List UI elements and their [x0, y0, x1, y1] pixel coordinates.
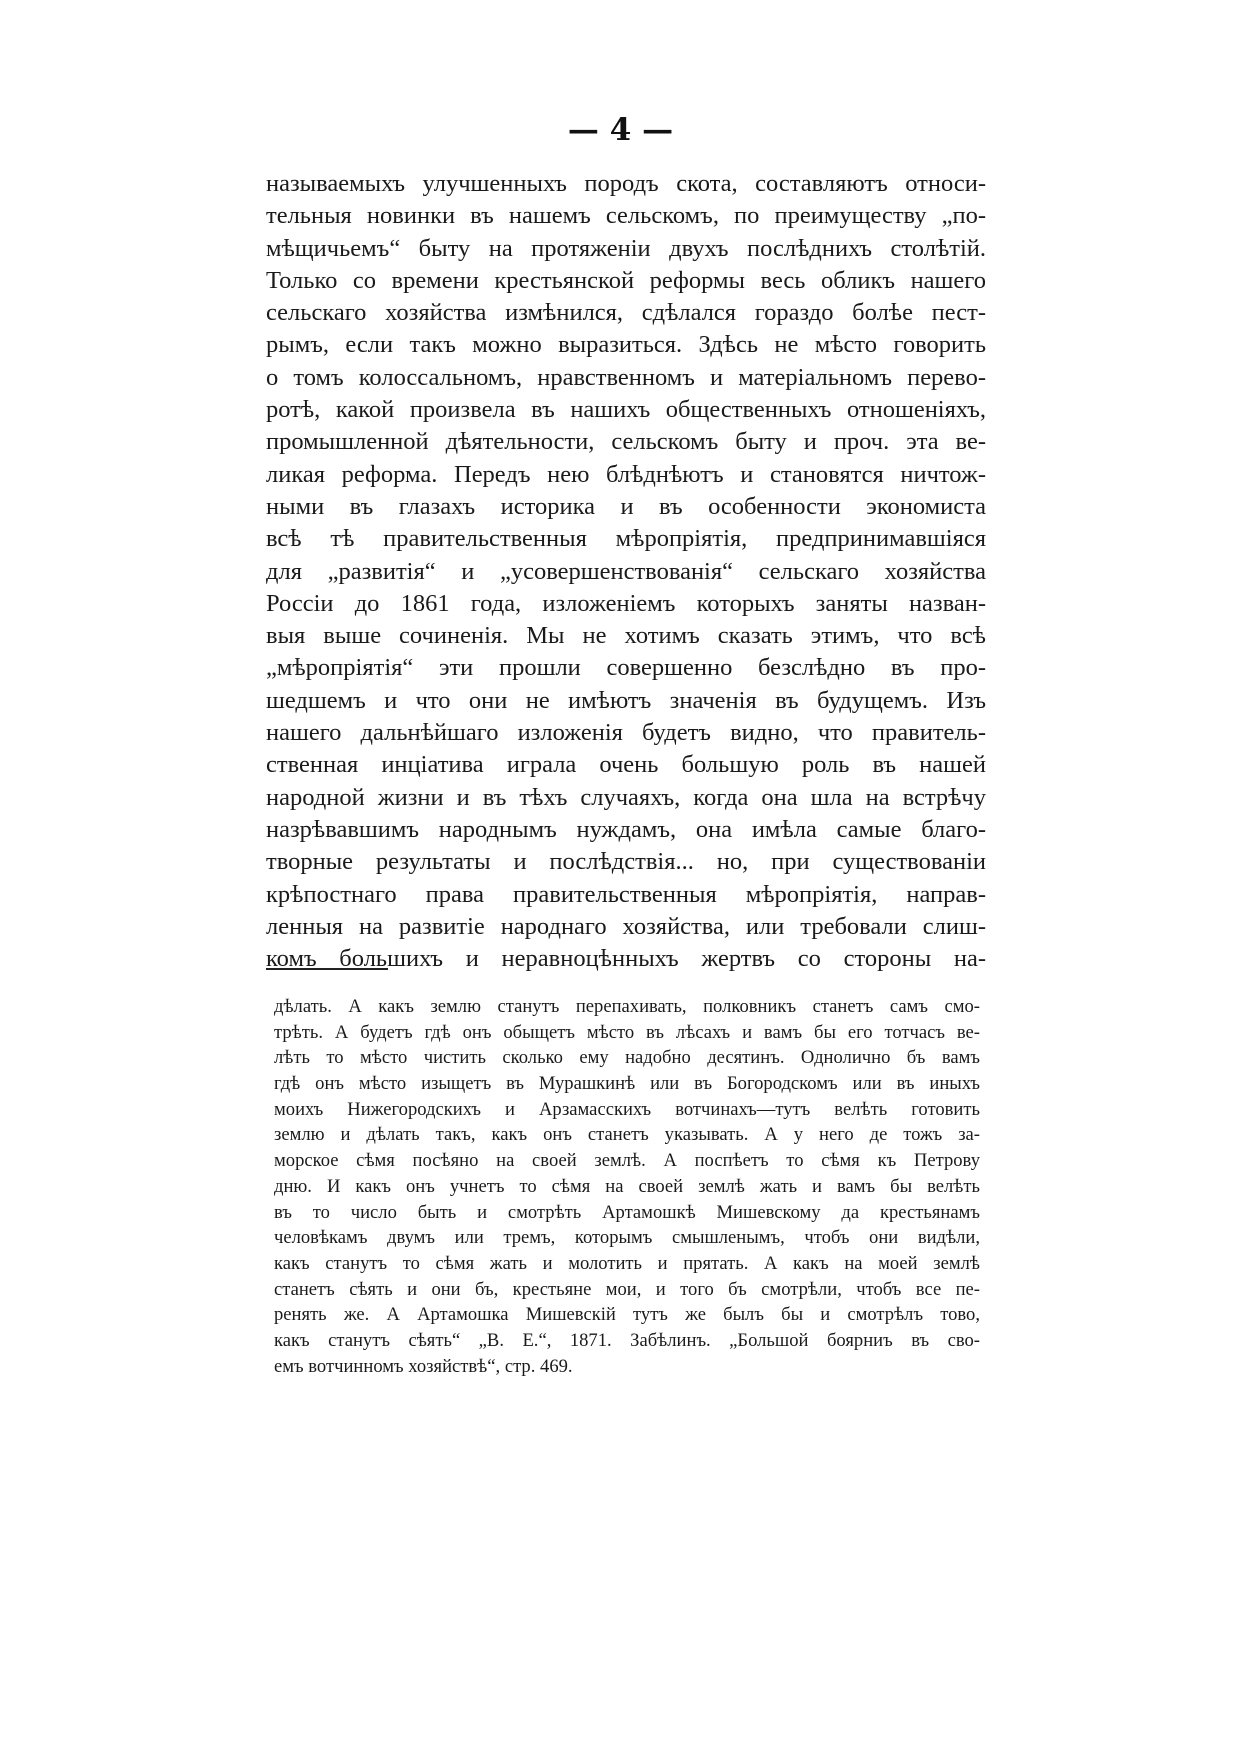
footnote-line: морское сѣмя посѣяно на своей землѣ. А поспѣетъ то сѣмя къ Петрову [274, 1150, 980, 1172]
text-line: о томъ колоссальномъ, нравственномъ и матеріальномъ перево- [266, 363, 986, 391]
text-line: народной жизни и въ тѣхъ случаяхъ, когда она шла на встрѣчу [266, 783, 986, 811]
text-line: мѣщичьемъ“ быту на протяженіи двухъ послѣднихъ столѣтій. [266, 234, 986, 262]
footnote-line: какъ станутъ сѣять“ „В. Е.“, 1871. Забѣлинъ. „Большой боярниъ въ сво- [274, 1329, 980, 1351]
text-line: ленныя на развитіе народнаго хозяйства, или требовали слиш- [266, 912, 986, 940]
text-line: назрѣвавшимъ народнымъ нуждамъ, она имѣла самые благо- [266, 815, 986, 843]
footnote-line: землю и дѣлать такъ, какъ онъ станетъ указывать. А у него де тожъ за- [274, 1124, 980, 1146]
footnote-line: ренять же. А Артамошка Мишевскій тутъ же былъ бы и смотрѣлъ тово, [274, 1304, 980, 1326]
footnote-block [274, 994, 980, 1379]
footnote-line: дѣлать. А какъ землю станутъ перепахивать, полковникъ станетъ самъ смо- [274, 996, 980, 1017]
text-line: выя выше сочиненія. Мы не хотимъ сказать этимъ, что всѣ [266, 622, 986, 650]
footnote-line: лѣть то мѣсто чистить сколько ему надобно десятинъ. Однолично бъ вамъ [274, 1047, 980, 1069]
footnote-separator [266, 968, 388, 970]
text-line: комъ большихъ и неравноцѣнныхъ жертвъ со стороны на- [266, 945, 986, 973]
text-line: называемыхъ улучшенныхъ породъ скота, составляютъ относи- [266, 170, 986, 197]
footnote-line: дню. И какъ онъ учнетъ то сѣмя на своей землѣ жать и вамъ бы велѣть [274, 1175, 980, 1197]
footnote-line: моихъ Нижегородскихъ и Арзамасскихъ вотчинахъ—тутъ велѣть готовить [274, 1098, 980, 1120]
text-line: для „развитія“ и „усовершенствованія“ сельскаго хозяйства [266, 557, 986, 585]
footnote-line: трѣть. А будетъ гдѣ онъ обыщетъ мѣсто въ лѣсахъ и вамъ бы его тотчасъ ве- [274, 1021, 980, 1043]
footnote-line: человѣкамъ двумъ или тремъ, которымъ смышленымъ, чтобъ они видѣли, [274, 1227, 980, 1249]
text-line: крѣпостнаго права правительственныя мѣропріятія, направ- [266, 880, 986, 908]
text-line: всѣ тѣ правительственныя мѣропріятія, предпринимавшіяся [266, 525, 986, 553]
text-line: шедшемъ и что они не имѣютъ значенія въ будущемъ. Изъ [266, 686, 986, 714]
footnote-line: станетъ сѣять и они бъ, крестьяне мои, и того бъ смотрѣли, чтобъ все пе- [274, 1278, 980, 1300]
text-line: сельскаго хозяйства измѣнился, сдѣлался гораздо болѣе пест- [266, 299, 986, 327]
main-text-block [266, 168, 986, 975]
footnote-line: какъ станутъ то сѣмя жать и молотить и прятать. А какъ на моей землѣ [274, 1252, 980, 1274]
text-line: творные результаты и послѣдствія... но, при существованіи [266, 848, 986, 876]
footnote-line: гдѣ онъ мѣсто изыщетъ въ Мурашкинѣ или въ Богородскомъ или въ иныхъ [274, 1073, 980, 1095]
text-line: Только со времени крестьянской реформы весь обликъ нашего [266, 266, 986, 294]
text-line: Россіи до 1861 года, изложеніемъ которыхъ заняты назван- [266, 589, 986, 617]
text-line: „мѣропріятія“ эти прошли совершенно безслѣдно въ про- [266, 654, 986, 682]
text-line: ликая реформа. Передъ нею блѣднѣютъ и становятся ничтож- [266, 460, 986, 488]
footnote-line: въ то число быть и смотрѣть Артамошкѣ Мишевскому да крестьянамъ [274, 1201, 980, 1223]
text-line: тельныя новинки въ нашемъ сельскомъ, по преимуществу „по- [266, 202, 986, 230]
text-line: ственная инціатива играла очень большую роль въ нашей [266, 751, 986, 779]
footnote-line: емъ вотчинномъ хозяйствѣ“, стр. 469. [274, 1355, 573, 1377]
page-number: — 4 — [567, 112, 674, 148]
text-line: ротѣ, какой произвела въ нашихъ общественныхъ отношеніяхъ, [266, 396, 986, 424]
text-line: нашего дальнѣйшаго изложенія будетъ видно, что правитель- [266, 719, 986, 747]
text-line: рымъ, если такъ можно выразиться. Здѣсь не мѣсто говорить [266, 331, 986, 359]
text-line: ными въ глазахъ историка и въ особенности экономиста [266, 492, 986, 520]
text-line: промышленной дѣятельности, сельскомъ быту и проч. эта ве- [266, 428, 986, 456]
